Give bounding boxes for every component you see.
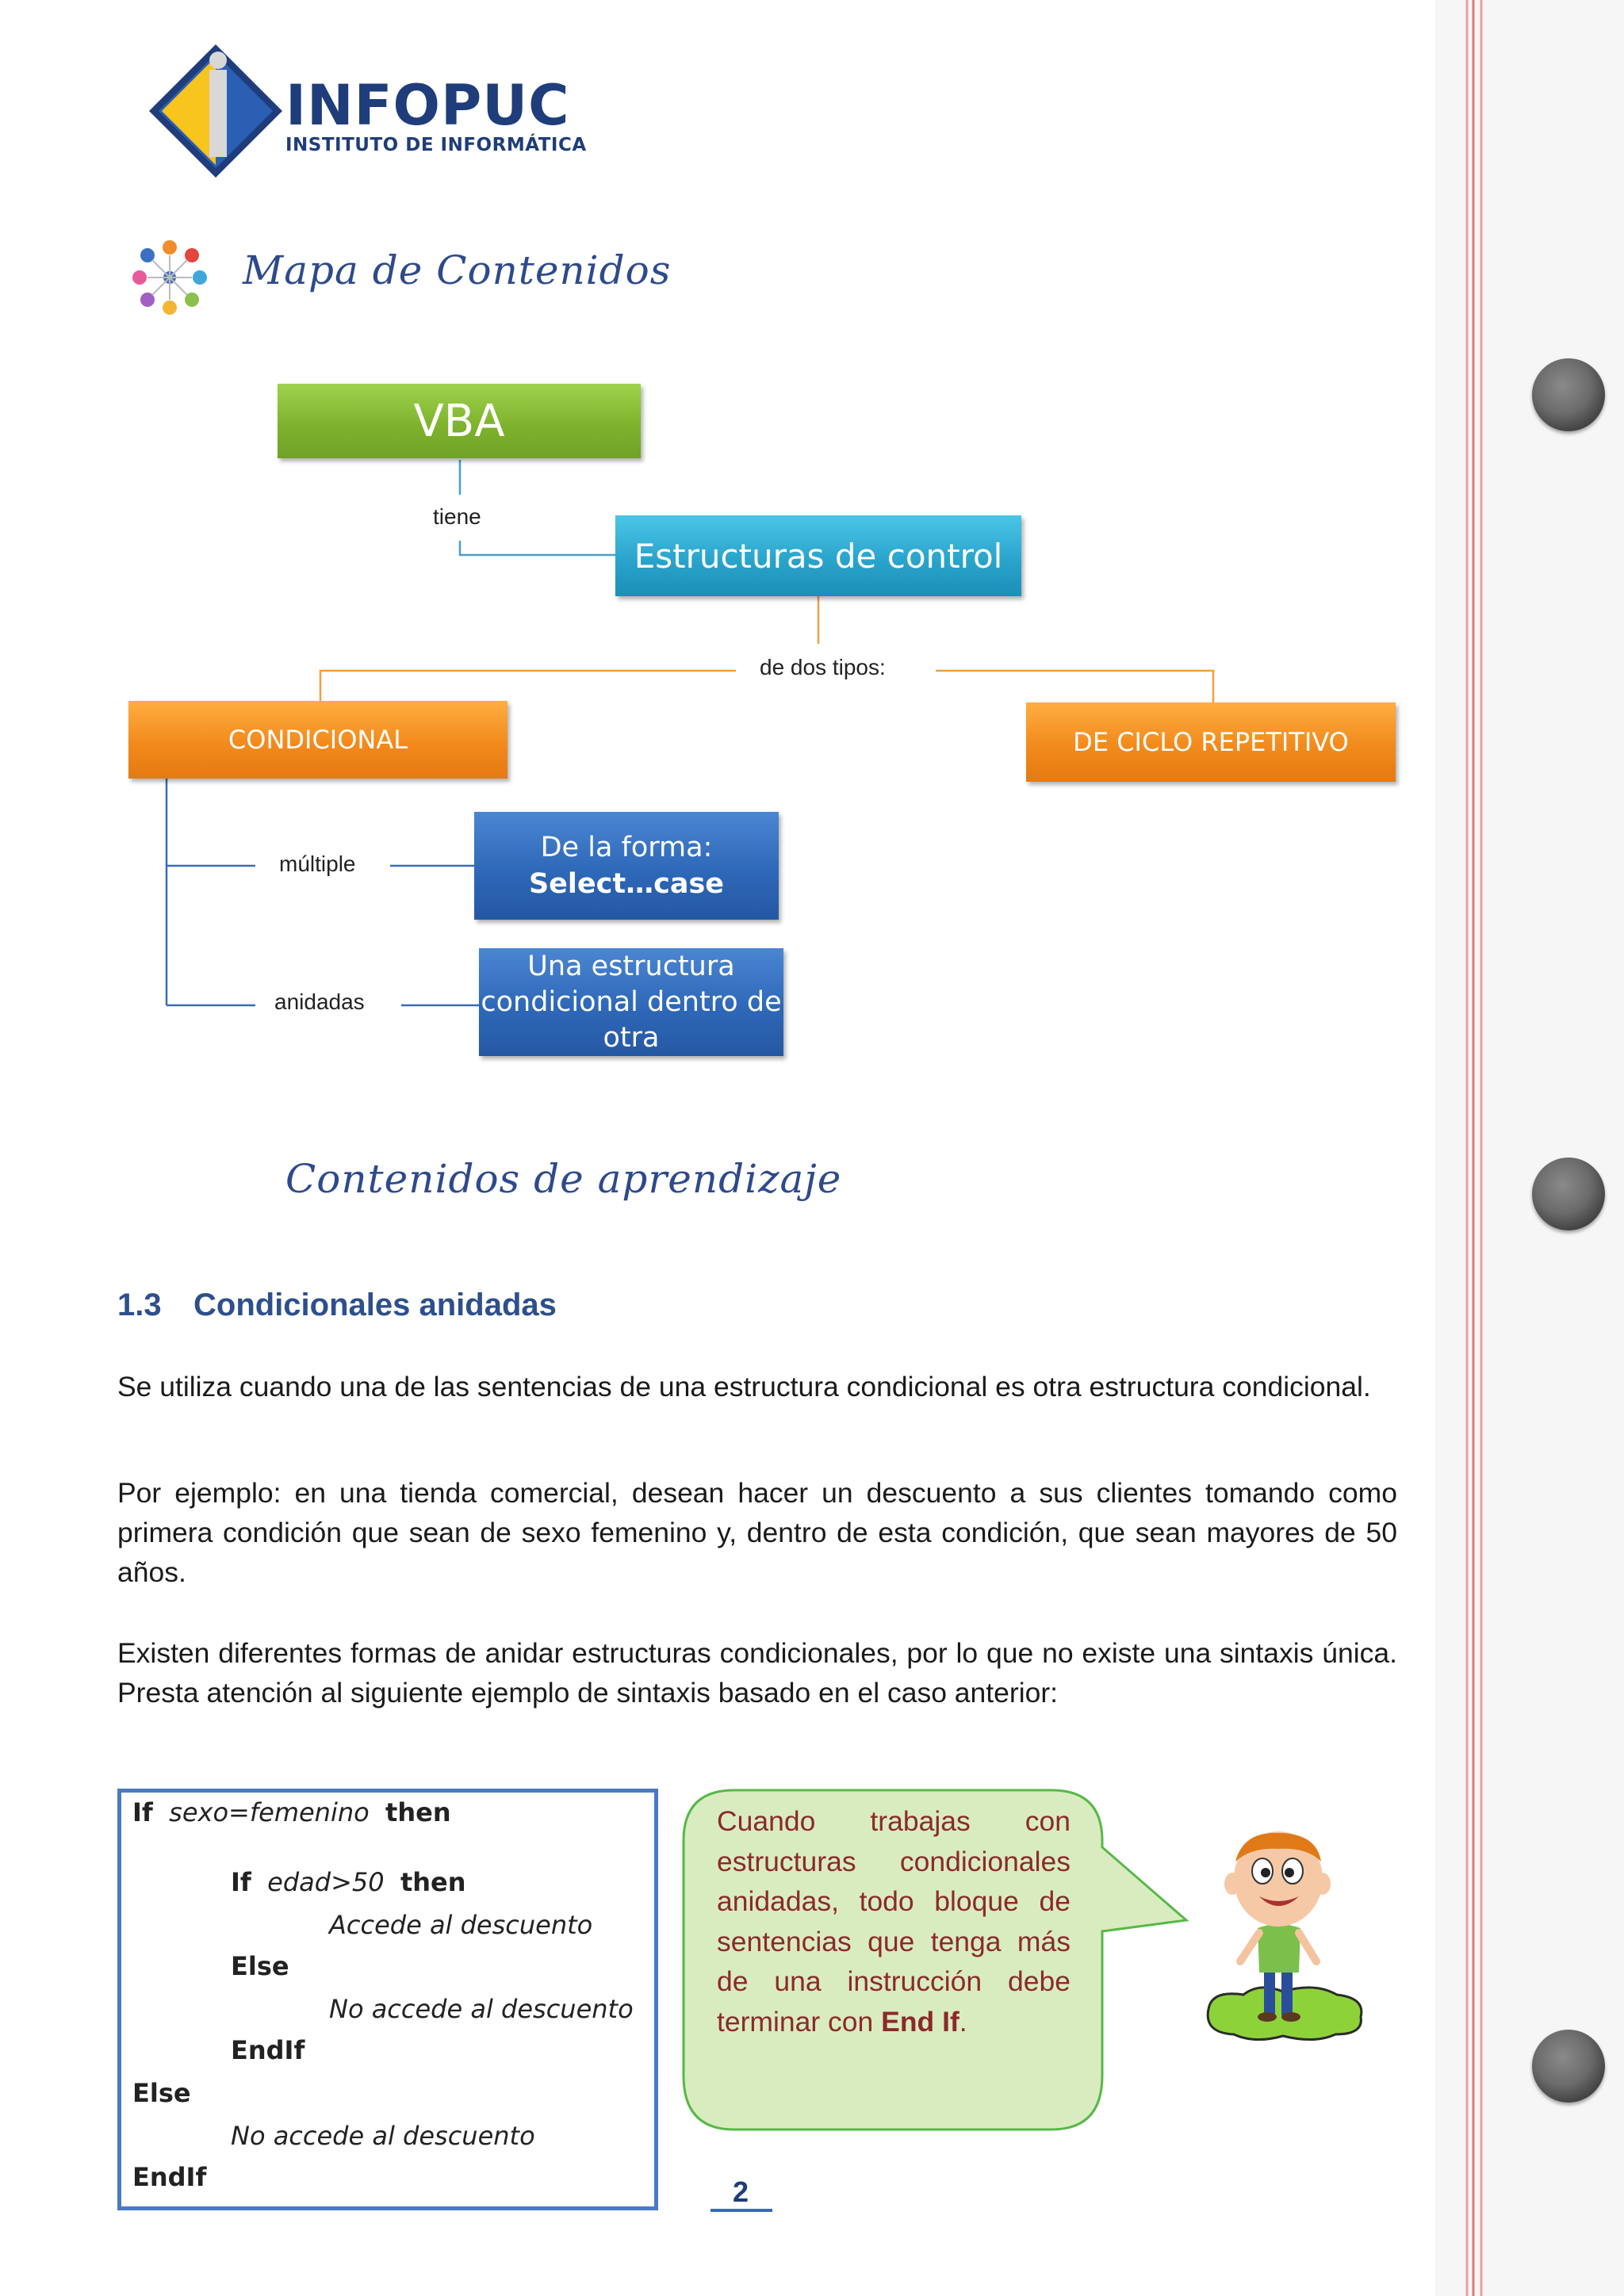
select-case-line2: Select…case <box>528 868 725 900</box>
control-structures-label: Estructuras de control <box>634 536 1003 576</box>
code-line-outer-else: Else <box>132 2078 191 2108</box>
code-line-inner-endif: EndIf <box>231 2035 305 2065</box>
code-line-action-no-inner: No accede al descuento <box>329 1994 634 2024</box>
loop-node-label: DE CICLO REPETITIVO <box>1073 727 1349 757</box>
section-number: 1.3 <box>117 1288 162 1322</box>
conditional-node <box>128 701 508 779</box>
code-line-outer-endif: EndIf <box>132 2162 207 2192</box>
nested-line3: otra <box>603 1021 660 1054</box>
bubble-text <box>717 1801 1071 2042</box>
control-structures-node <box>615 515 1021 596</box>
two-types-link-label: de dos tipos: <box>755 655 891 680</box>
cartoon-boy-icon <box>1196 1827 1365 2057</box>
nested-node <box>479 948 783 1056</box>
code-line-action-no-outer: No accede al descuento <box>231 2121 535 2151</box>
page-number: 2 <box>733 2175 749 2208</box>
code-line-inner-if <box>231 1867 466 1897</box>
select-case-line1: De la forma: <box>540 832 713 863</box>
syntax-example-box <box>117 1789 658 2210</box>
nested-line1: Una estructura <box>527 950 735 982</box>
vba-node-label: VBA <box>413 395 505 447</box>
tiene-link-label: tiene <box>428 504 486 530</box>
binder-hole-3 <box>1532 2030 1605 2103</box>
code-line-inner-else: Else <box>231 1951 289 1981</box>
bubble-body: Cuando trabajas con estructuras condicionales anidadas, todo bloque de sentencias que tenga más de una instrucción debe terminar con <box>717 1805 1071 2038</box>
bubble-end: . <box>959 2005 967 2038</box>
section-title: Condicionales anidadas <box>193 1288 557 1322</box>
select-case-node <box>474 812 779 920</box>
content-map-heading: Mapa de Contenidos <box>243 247 672 293</box>
code-condition-1: sexo=femenino <box>169 1797 370 1827</box>
logo-subtitle: INSTITUTO DE INFORMÁTICA <box>285 135 587 155</box>
code-then-keyword: then <box>385 1797 451 1827</box>
multiple-link-label: múltiple <box>274 851 360 877</box>
code-if-keyword: If <box>132 1797 153 1827</box>
learning-heading: Contenidos de aprendizaje <box>285 1156 842 1202</box>
conditional-node-label: CONDICIONAL <box>228 725 408 755</box>
logo-name: INFOPUC <box>285 73 570 138</box>
code-inner-then-keyword: then <box>400 1867 466 1897</box>
page-number-underline <box>710 2209 772 2212</box>
nested-link-label: anidadas <box>270 989 370 1015</box>
paragraph-3: Existen diferentes formas de anidar estructuras condicionales, por lo que no existe una sintaxis única. Presta atención al siguiente ejemplo de sintaxis basado en el caso anterior: <box>117 1637 1397 1709</box>
bubble-emphasis: End If <box>881 2005 959 2038</box>
loop-node <box>1026 702 1396 782</box>
binder-hole-2 <box>1532 1158 1605 1230</box>
paragraph-2: Por ejemplo: en una tienda comercial, desean hacer un descuento a sus clientes tomando como primera condición que sean de sexo femenino y, dentro de esta condición, que sean mayores de 50 años. <box>117 1477 1397 1588</box>
nested-line2: condicional dentro de <box>481 985 782 1018</box>
code-inner-if-keyword: If <box>231 1867 251 1897</box>
code-line-if <box>132 1797 451 1827</box>
vba-node <box>278 384 641 458</box>
paragraph-1: Se utiliza cuando una de las sentencias de una estructura condicional es otra estructura condicional. <box>117 1371 1371 1402</box>
code-line-action-yes: Accede al descuento <box>329 1910 593 1940</box>
code-condition-2: edad>50 <box>267 1867 385 1897</box>
